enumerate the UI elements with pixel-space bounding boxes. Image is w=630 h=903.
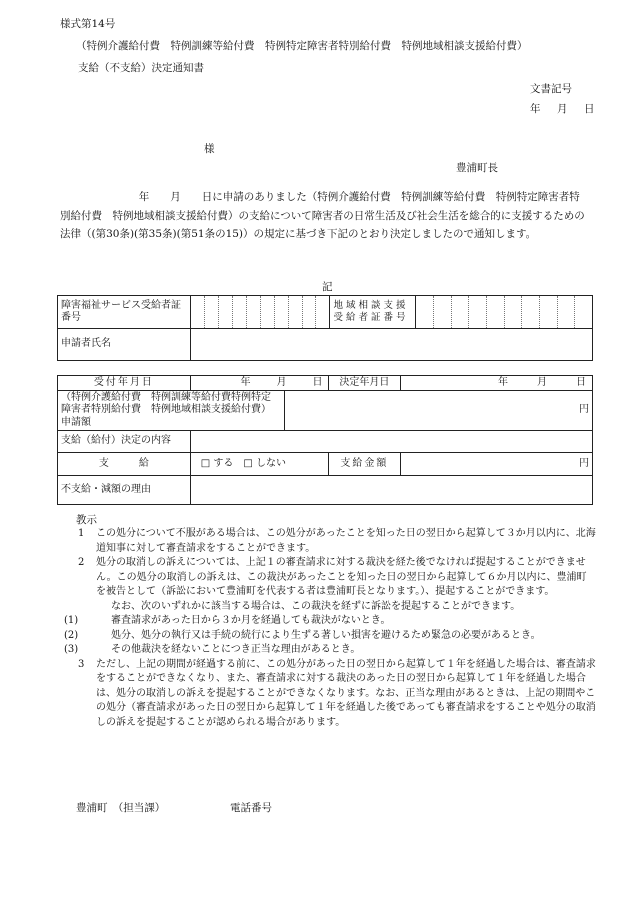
payment-label: 支 給 bbox=[58, 453, 191, 476]
note-mark: (1) bbox=[64, 615, 79, 626]
note-item bbox=[56, 556, 596, 600]
decision-content-field[interactable] bbox=[190, 431, 592, 453]
note-text: 処分、処分の執行又は手続の続行により生ずる著しい損害を避けるため緊急の必要があるとき。 bbox=[111, 629, 541, 641]
note-mark: 3 bbox=[78, 658, 85, 670]
note-text: なお、次のいずれかに該当する場合は、この裁決を経ずに訴訟を提起することができます。 bbox=[111, 600, 521, 612]
decision-date-label: 決定年月日 bbox=[328, 376, 401, 391]
decision-date-field[interactable]: 年 月 日 bbox=[401, 376, 593, 391]
regional-cert-number-field[interactable] bbox=[416, 296, 593, 329]
application-amount-label: （特例介護給付費 特例訓練等給付費特例特定障害者特別給付費 特例地域相談支援給付費）申請額 bbox=[58, 391, 285, 431]
regional-cert-label: 地域相談支援受給者証番号 bbox=[330, 296, 416, 329]
footer-phone-label: 電話番号 bbox=[230, 802, 272, 814]
document-title-benefits: （特例介護給付費 特例訓練等給付費 特例特定障害者特別給付費 特例地域相談支援給付費） bbox=[76, 40, 528, 52]
reason-label: 不支給・減額の理由 bbox=[58, 476, 191, 505]
decision-table bbox=[57, 375, 593, 505]
note-text: ただし、上記の期間が経過する前に、この処分があった日の翌日から起算して１年を経過した場合は、審査請求をすることができなくなり、また、審査請求に対する裁決のあった日の翌日から起算して１年を経過した場合は、処分の取消しの訴えを提起することができなくなります。なお、正当な理由があるときは、上記の期間やこの処分（審査請求があった日の翌日から起算して１年を経過した後であっても審査請求をすることや処分の取消しの訴えを提起することが認められる場合があります。 bbox=[96, 658, 596, 728]
issue-date: 年 月 日 bbox=[530, 103, 598, 115]
form-number: 様式第14号 bbox=[60, 18, 116, 30]
recipient-suffix: 様 bbox=[204, 143, 215, 155]
issuer-name: 豊浦町長 bbox=[456, 162, 498, 174]
reason-field[interactable] bbox=[190, 476, 592, 505]
decision-content-label: 支給（給付）決定の内容 bbox=[58, 431, 191, 453]
note-item bbox=[56, 658, 596, 731]
payment-amount-field[interactable]: 円 bbox=[401, 453, 593, 476]
recipient-cert-label: 障害福祉サービス受給者証番号 bbox=[58, 296, 191, 329]
payment-amount-label: 支給金額 bbox=[328, 453, 401, 476]
note-mark: (2) bbox=[64, 629, 79, 641]
note-item bbox=[56, 643, 596, 658]
note-item bbox=[56, 614, 596, 629]
application-amount-field[interactable]: 円 bbox=[284, 391, 592, 431]
note-text: この処分について不服がある場合は、この処分があったことを知った日の翌日から起算して３か月以内に、北海道知事に対して審査請求をすることができます。 bbox=[96, 528, 596, 554]
note-item bbox=[56, 527, 596, 556]
notice-body bbox=[60, 188, 590, 244]
notes-title: 教示 bbox=[76, 514, 97, 526]
applicant-name-field[interactable] bbox=[190, 329, 592, 361]
notice-body-text: 年 月 日に申請のありました（特例介護給付費 特例訓練等給付費 特例特定障害者特別給付費 特例地域相談支援給付費）の支給について障害者の日常生活及び社会生活を総合的に支援するための法律（(第30条)(第35条)(第51条の15)）の規定に基づき下記のとおり決定しましたので通知します。 bbox=[60, 191, 585, 240]
document-title: 支給（不支給）決定通知書 bbox=[78, 62, 204, 74]
receipt-date-label: 受付年月日 bbox=[58, 376, 191, 391]
note-text: 審査請求があった日から３か月を経過しても裁決がないとき。 bbox=[111, 615, 391, 626]
note-mark: 1 bbox=[78, 528, 85, 539]
ki-heading: 記 bbox=[322, 281, 333, 293]
note-item bbox=[56, 600, 596, 615]
payment-options[interactable]: □ する □ しない bbox=[190, 453, 328, 476]
document-number-label: 文書記号 bbox=[530, 83, 572, 95]
certificate-table bbox=[57, 295, 593, 361]
note-text: その他裁決を経ないことにつき正当な理由があるとき。 bbox=[111, 644, 361, 655]
notes-list bbox=[56, 527, 596, 730]
applicant-name-label: 申請者氏名 bbox=[58, 329, 191, 361]
note-item bbox=[56, 629, 596, 644]
note-text: 処分の取消しの訴えについては、上記１の審査請求に対する裁決を経た後でなければ提起することができません。この処分の取消しの訴えは、この裁決があったことを知った日の翌日から起算して６か月以内に、豊浦町を被告として（訴訟において豊浦町を代表する者は豊浦町長となります。）、提起することができます。 bbox=[96, 557, 587, 597]
footer-department: 豊浦町 （担当課） bbox=[76, 802, 166, 814]
note-mark: 2 bbox=[78, 557, 85, 568]
recipient-cert-number-field[interactable] bbox=[190, 296, 330, 329]
receipt-date-field[interactable]: 年 月 日 bbox=[190, 376, 328, 391]
note-mark: (3) bbox=[64, 644, 79, 655]
